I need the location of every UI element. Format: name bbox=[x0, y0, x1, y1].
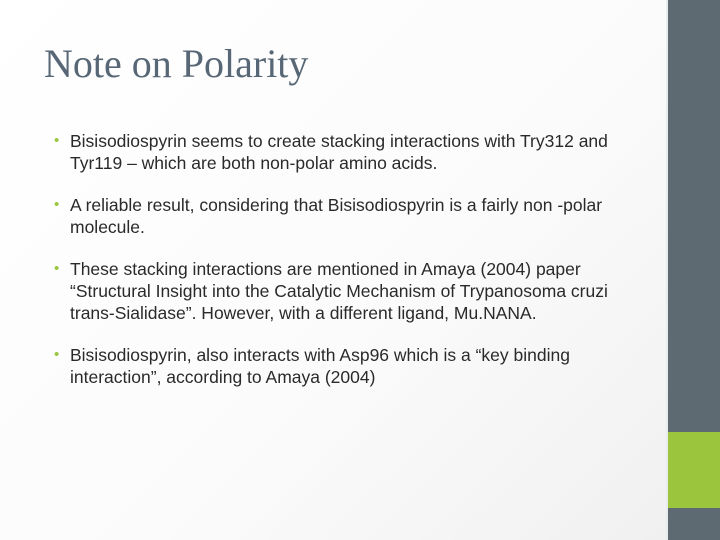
slide-title: Note on Polarity bbox=[44, 41, 309, 86]
bullet-dot-icon: • bbox=[54, 346, 60, 363]
bullet-dot-icon: • bbox=[54, 132, 60, 149]
bullet-item bbox=[54, 194, 644, 238]
accent-block bbox=[668, 432, 720, 508]
bullet-text: Bisisodiospyrin seems to create stacking interactions with Try312 and Tyr119 – which are both non-polar amino acids. bbox=[70, 131, 608, 173]
bullet-dot-icon: • bbox=[54, 196, 60, 213]
bullet-text: These stacking interactions are mentioned in Amaya (2004) paper “Structural Insight into the Catalytic Mechanism of Trypanosoma cruzi trans-Sialidase”. However, with a different ligand, Mu.NANA. bbox=[70, 259, 608, 323]
bullet-item bbox=[54, 344, 644, 388]
bullet-text: A reliable result, considering that Bisisodiospyrin is a fairly non -polar molecule. bbox=[70, 195, 603, 237]
bullet-item bbox=[54, 130, 644, 174]
bullet-dot-icon: • bbox=[54, 260, 60, 277]
bullet-text: Bisisodiospyrin, also interacts with Asp96 which is a “key binding interaction”, according to Amaya (2004) bbox=[70, 345, 570, 387]
bullet-list bbox=[54, 130, 644, 388]
bullet-item bbox=[54, 258, 644, 324]
